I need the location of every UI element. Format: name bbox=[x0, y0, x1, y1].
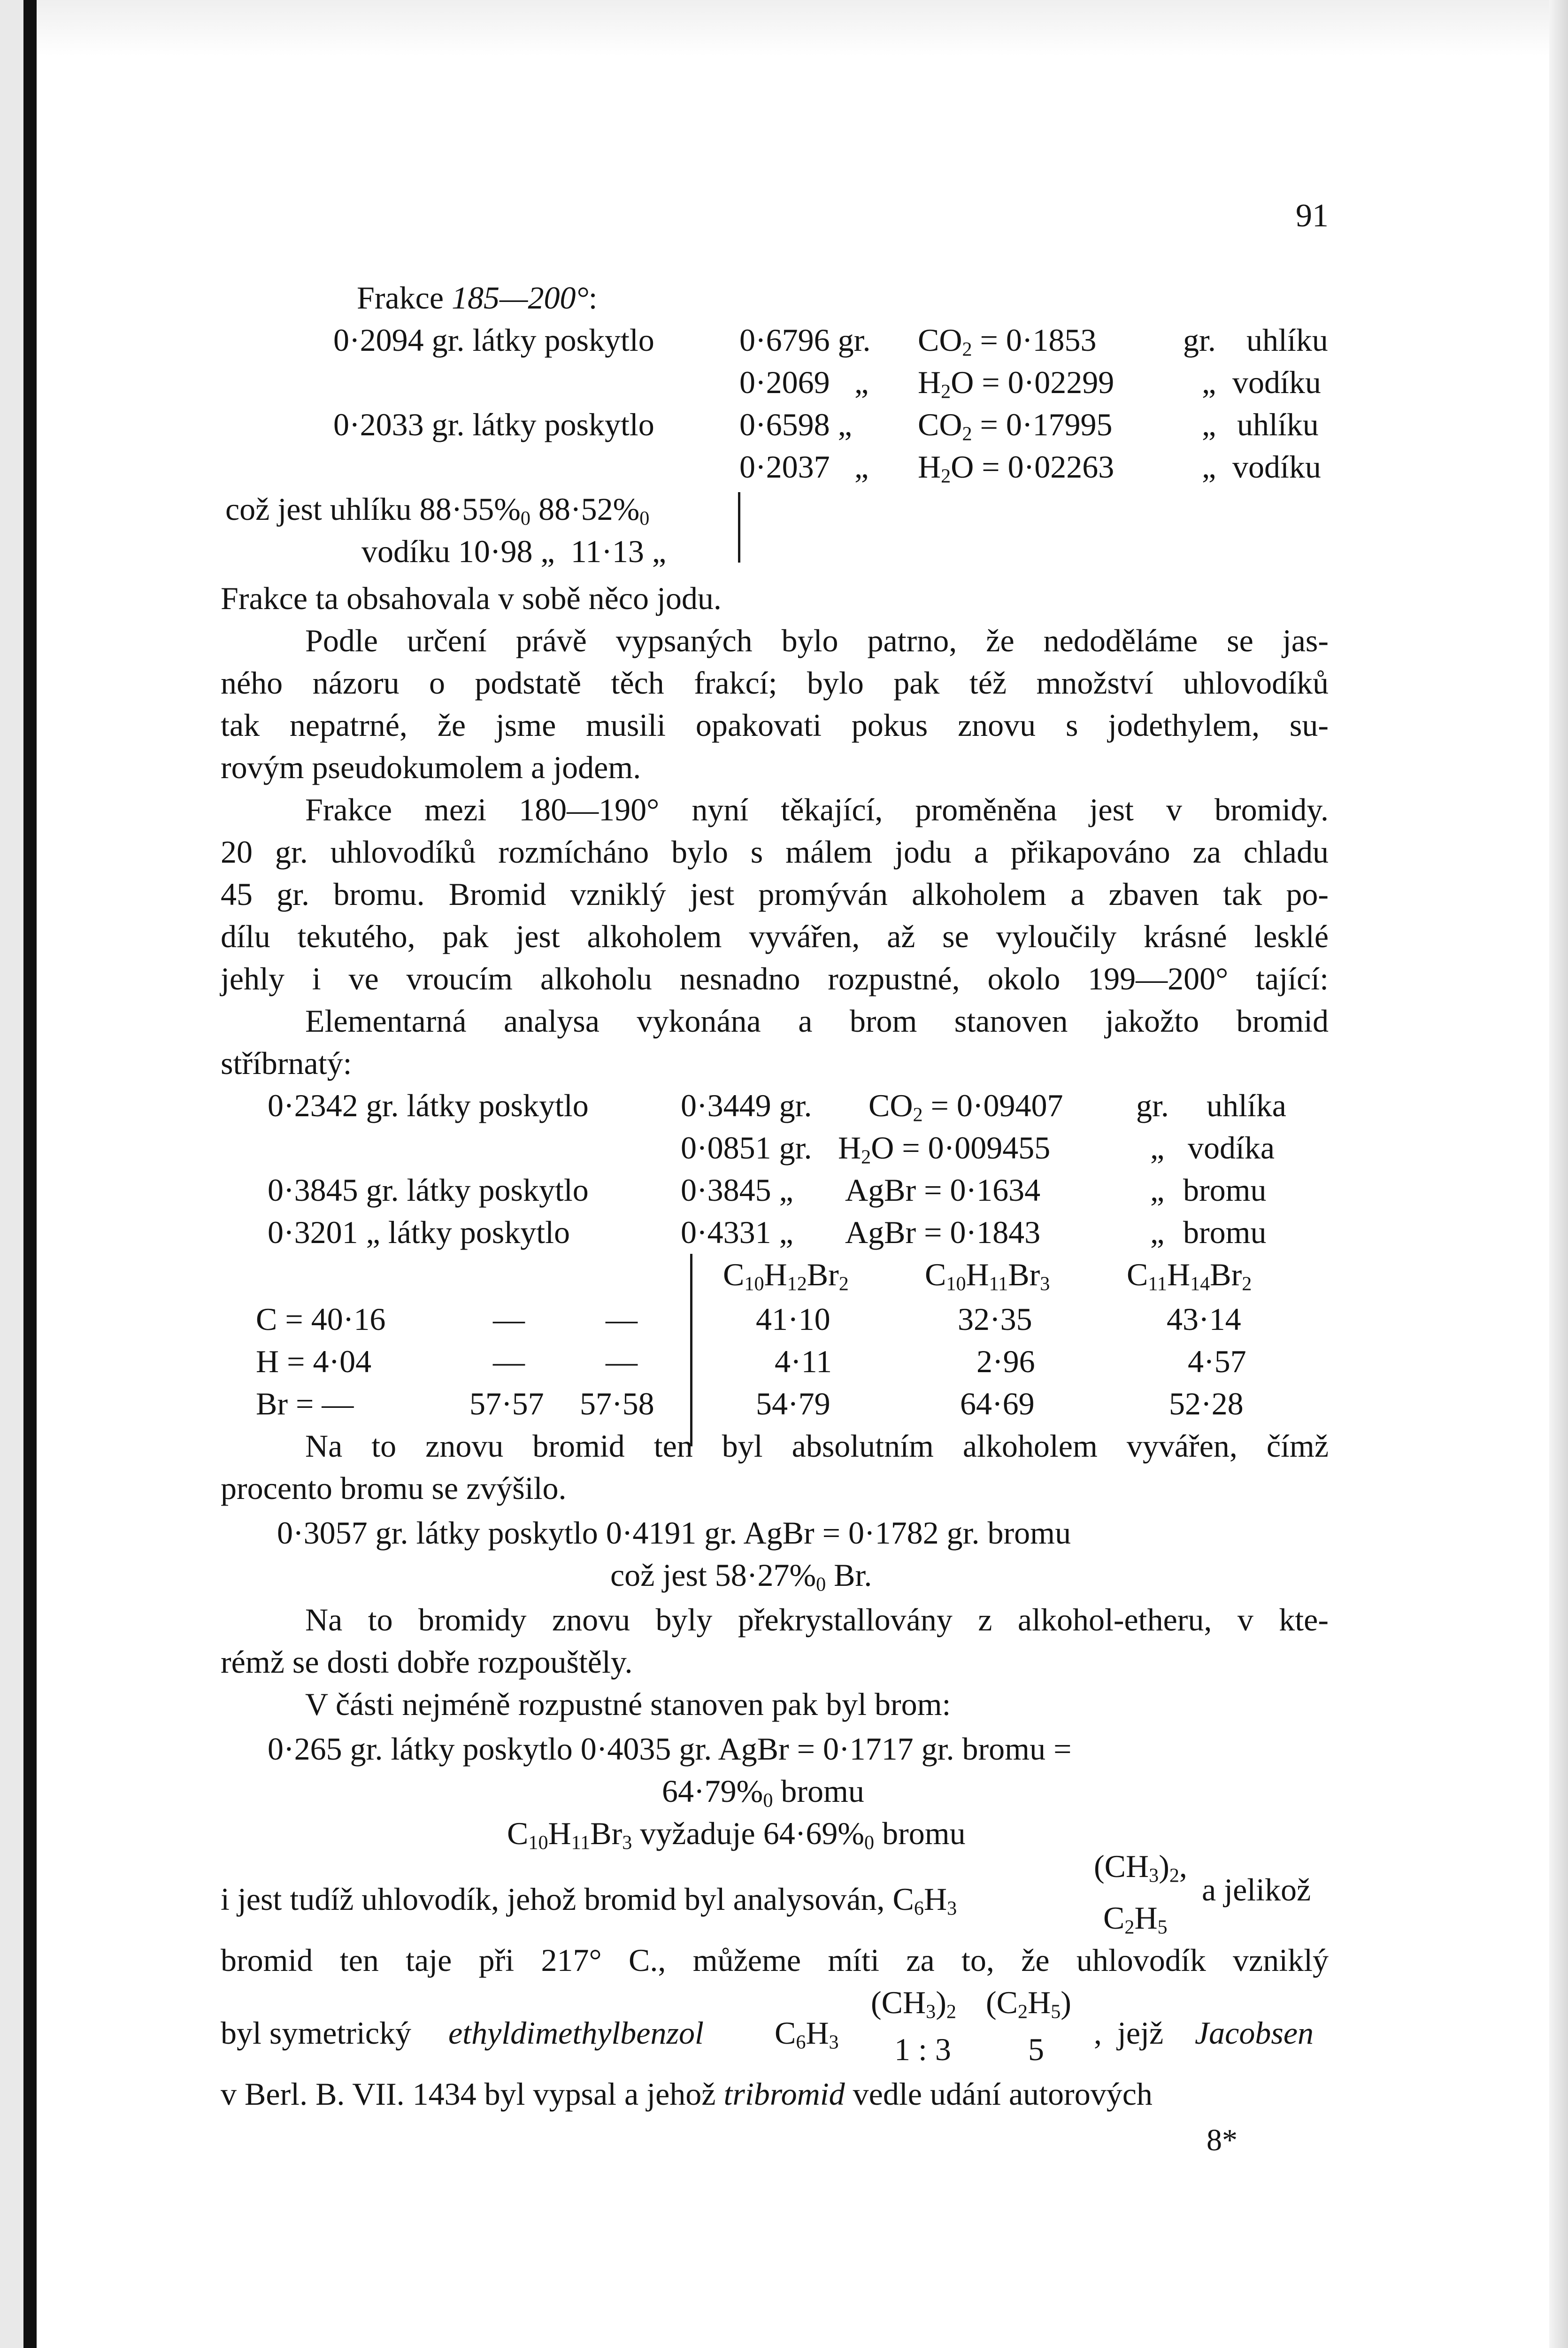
sub: 2 bbox=[1169, 1864, 1179, 1887]
position-ethyl: 5 bbox=[1028, 2031, 1044, 2067]
conclusion-line-1 bbox=[221, 1881, 957, 1920]
analysis-1-row-3 bbox=[333, 409, 654, 440]
conclusion-line-3-a: byl symetrický bbox=[221, 2015, 412, 2051]
mass: 0·3845 „ bbox=[681, 1172, 793, 1208]
analysis-2-row-1 bbox=[268, 1089, 589, 1121]
page-number: 91 bbox=[1296, 198, 1329, 234]
sub: 2 bbox=[946, 2000, 956, 2023]
calc-2: 32·35 bbox=[958, 1301, 1032, 1337]
analysis-1-row-1-unit bbox=[1183, 324, 1216, 356]
formula: H bbox=[918, 449, 941, 485]
analysis-2-row-4-elem bbox=[1183, 1216, 1267, 1248]
element: Br bbox=[1008, 1257, 1040, 1292]
found-2: — bbox=[606, 1301, 638, 1337]
analysis-1-row-2-mass bbox=[739, 366, 830, 398]
analysis-2-row-3-eq bbox=[845, 1174, 1040, 1206]
percent-sub: 0 bbox=[639, 507, 650, 530]
page-right-edge bbox=[1549, 0, 1568, 2348]
analysis-3-row-1: 0·3057 gr. látky poskytlo 0·4191 gr. AgBr = 0·1782 gr. bromu bbox=[277, 1515, 1071, 1551]
para-line-5: rovým pseudokumolem a jodem. bbox=[221, 749, 641, 785]
value: O = 0·009455 bbox=[871, 1130, 1051, 1166]
para-line-3: ného názoru o podstatě těch frakcí; bylo pak též množství uhlovodíků bbox=[221, 665, 1329, 701]
ditto bbox=[1150, 1174, 1164, 1206]
analysis-4-row-3 bbox=[507, 1815, 966, 1854]
element: uhlíka bbox=[1207, 1088, 1286, 1123]
ditto bbox=[1202, 451, 1216, 483]
value: = 0·1853 bbox=[972, 322, 1097, 358]
analysis-1-row-2-eq bbox=[918, 364, 1115, 403]
mass: 0·0851 gr. bbox=[681, 1130, 812, 1166]
para3-line-3: V části nejméně rozpustné stanoven pak byl brom: bbox=[305, 1686, 951, 1722]
row-label-c: C = 40·16 bbox=[256, 1301, 386, 1337]
analysis-2-row-1-unit bbox=[1136, 1089, 1169, 1121]
analysis-1-row-3-eq bbox=[918, 407, 1113, 445]
compound-name: ethyldimethylbenzol bbox=[448, 2015, 704, 2051]
sub: 11 bbox=[571, 1831, 591, 1854]
formula: H bbox=[918, 364, 941, 400]
sub: 10 bbox=[528, 1831, 548, 1854]
analysis-2-row-2-elem bbox=[1188, 1132, 1275, 1164]
ditto-mark: „ bbox=[1202, 449, 1216, 485]
percent: % bbox=[494, 491, 521, 527]
page-top-shadow bbox=[0, 0, 1568, 56]
conclusion-line-4 bbox=[221, 2078, 1153, 2110]
formula-substituent-top bbox=[1094, 1848, 1187, 1887]
element: C bbox=[925, 1257, 946, 1292]
ditto-mark: „ bbox=[1150, 1172, 1165, 1208]
sub: 14 bbox=[1190, 1273, 1210, 1295]
element: H bbox=[924, 1881, 947, 1917]
value: = 0·09407 bbox=[922, 1088, 1063, 1123]
summary-hydrogen bbox=[361, 535, 666, 567]
sub: 12 bbox=[787, 1273, 807, 1295]
percent-sub: 0 bbox=[763, 1789, 773, 1812]
analysis-1-row-1 bbox=[333, 324, 654, 356]
calc-3: 43·14 bbox=[1167, 1301, 1241, 1337]
element: bromu bbox=[1183, 1214, 1267, 1250]
analysis-2-row-2-eq bbox=[838, 1130, 1051, 1168]
ditto-mark: „ bbox=[1150, 1214, 1165, 1250]
analysis-4-row-1: 0·265 gr. látky poskytlo 0·4035 gr. AgBr = 0·1717 gr. bromu = bbox=[268, 1731, 1072, 1767]
analysis-3-row-2 bbox=[610, 1557, 872, 1596]
formula: CO bbox=[918, 322, 962, 358]
sub: 2 bbox=[1018, 2000, 1028, 2023]
formula-sub: 2 bbox=[913, 1104, 923, 1126]
sample-text: 0·2342 gr. látky poskytlo bbox=[268, 1088, 589, 1123]
analysis-4-row-2 bbox=[662, 1773, 864, 1812]
sub: 3 bbox=[947, 1897, 957, 1920]
found-1: — bbox=[493, 1344, 525, 1379]
element: H bbox=[1167, 1257, 1191, 1292]
percent-sub: 0 bbox=[520, 507, 530, 530]
text: Br. bbox=[826, 1557, 872, 1593]
sample-text: 0·2094 gr. látky poskytlo bbox=[333, 322, 654, 358]
sub: 6 bbox=[914, 1897, 924, 1920]
sub: 3 bbox=[829, 2031, 839, 2054]
para-line-1: Frakce ta obsahovala v sobě něco jodu. bbox=[221, 580, 722, 616]
element: H bbox=[764, 1257, 787, 1292]
element: C bbox=[1103, 1900, 1125, 1936]
ditto-mark: „ bbox=[1202, 407, 1216, 442]
para-line-10: jehly i ve vroucím alkoholu nesnadno rozpustné, okolo 199—200° tající: bbox=[221, 961, 1329, 996]
element: Br bbox=[1210, 1257, 1242, 1292]
sub: 3 bbox=[622, 1831, 632, 1854]
element: C bbox=[723, 1257, 745, 1292]
formula-header-2 bbox=[925, 1257, 1050, 1295]
element: bromu bbox=[1183, 1172, 1267, 1208]
text: vyžaduje 64·69 bbox=[632, 1815, 838, 1851]
analysis-2-row-4-mass bbox=[681, 1216, 793, 1248]
core-formula bbox=[775, 2015, 839, 2054]
para-line-12: stříbrnatý: bbox=[221, 1045, 352, 1081]
para3-line-1: Na to bromidy znovu byly překrystallovány z alkohol-etheru, v kte- bbox=[305, 1602, 1329, 1637]
formula-sub: 2 bbox=[962, 338, 972, 361]
element: H bbox=[1134, 1900, 1158, 1936]
group: (CH bbox=[871, 1985, 926, 2020]
element: H bbox=[966, 1257, 989, 1292]
group: ) bbox=[1159, 1848, 1169, 1884]
calc-3: 52·28 bbox=[1169, 1386, 1244, 1421]
element: C bbox=[1127, 1257, 1148, 1292]
percent: % bbox=[736, 1773, 763, 1809]
element: H bbox=[1028, 1985, 1051, 2020]
calc-1: 4·11 bbox=[775, 1344, 832, 1379]
value: AgBr = 0·1843 bbox=[845, 1214, 1041, 1250]
element: C bbox=[507, 1815, 529, 1851]
element: vodíku bbox=[1232, 364, 1321, 400]
ditto bbox=[1202, 409, 1216, 440]
sample-text: 0·3201 „ látky poskytlo bbox=[268, 1214, 570, 1250]
mass: 0·3449 gr. bbox=[681, 1088, 812, 1123]
ditto-mark: „ bbox=[1202, 364, 1216, 400]
group: (CH bbox=[1094, 1848, 1149, 1884]
element: uhlíku bbox=[1246, 322, 1328, 358]
analysis-2-row-2-mass bbox=[681, 1132, 812, 1164]
conclusion-line-1-tail: a jelikož bbox=[1202, 1872, 1311, 1908]
text: bromu bbox=[874, 1815, 966, 1851]
summary-carbon bbox=[225, 491, 650, 530]
mass: 0·2037 bbox=[739, 449, 830, 485]
summary-bracket-line bbox=[738, 492, 740, 563]
text: vedle udání autorových bbox=[853, 2076, 1153, 2112]
tribromid-term: tribromid bbox=[723, 2076, 845, 2112]
found-2: — bbox=[606, 1344, 638, 1379]
signature-mark: 8* bbox=[1207, 2123, 1237, 2157]
position-methyl: 1 : 3 bbox=[894, 2031, 951, 2067]
binding-shadow bbox=[23, 0, 37, 2348]
calc-1: 54·79 bbox=[756, 1386, 830, 1421]
text: i jest tudíž uhlovodík, jehož bromid byl analysován, C bbox=[221, 1881, 914, 1917]
calc-3: 4·57 bbox=[1188, 1344, 1246, 1379]
sub: 11 bbox=[1148, 1273, 1167, 1295]
sub: 3 bbox=[926, 2000, 936, 2023]
sub: 2 bbox=[1242, 1273, 1252, 1295]
analysis-1-row-3-elem bbox=[1237, 409, 1319, 440]
element: uhlíku bbox=[1237, 407, 1319, 442]
formula-header-1 bbox=[723, 1257, 849, 1295]
sub: 11 bbox=[989, 1273, 1008, 1295]
analysis-1-row-4-eq bbox=[918, 449, 1115, 487]
calc-1: 41·10 bbox=[756, 1301, 830, 1337]
ditto bbox=[854, 366, 869, 398]
element: H bbox=[806, 2015, 829, 2051]
formula: H bbox=[838, 1130, 861, 1166]
substituent-methyl bbox=[871, 1985, 956, 2023]
heading-colon: : bbox=[588, 280, 598, 316]
mass: 0·4331 „ bbox=[681, 1214, 793, 1250]
percent-sub: 0 bbox=[816, 1573, 826, 1596]
analysis-2-row-4 bbox=[268, 1216, 570, 1248]
analysis-2-row-1-mass bbox=[681, 1089, 812, 1121]
heading-word: Frakce bbox=[357, 280, 444, 316]
ditto-mark: „ bbox=[854, 449, 869, 485]
sub: 3 bbox=[1040, 1273, 1050, 1295]
summary-value: 11·13 „ bbox=[570, 533, 667, 569]
analysis-2-row-3 bbox=[268, 1174, 589, 1206]
mass: 0·6796 gr. bbox=[739, 322, 871, 358]
formula-sub: 2 bbox=[941, 380, 951, 403]
sub: 2 bbox=[838, 1273, 849, 1295]
mass: 0·2069 bbox=[739, 364, 830, 400]
heading-range: 185—200° bbox=[452, 280, 589, 316]
sample-text: 0·2033 gr. látky poskytlo bbox=[333, 407, 654, 442]
found-2: 57·58 bbox=[580, 1386, 654, 1421]
found-1: — bbox=[493, 1301, 525, 1337]
para-line-4: tak nepatrné, že jsme musili opakovati pokus znovu s jodethylem, su- bbox=[221, 707, 1329, 743]
para2-line-1: Na to znovu bromid ten byl absolutním alkoholem vyvářen, čímž bbox=[305, 1428, 1329, 1464]
unit: gr. bbox=[1136, 1088, 1169, 1123]
ditto bbox=[854, 451, 869, 483]
value: 64·79 bbox=[662, 1773, 737, 1809]
summary-value: 88·52 bbox=[530, 491, 613, 527]
ditto-mark: „ bbox=[1150, 1130, 1165, 1166]
sub: 5 bbox=[1051, 2000, 1061, 2023]
group: ) bbox=[1061, 1985, 1071, 2020]
conclusion-line-3-e: jejž bbox=[1117, 2015, 1164, 2051]
ditto bbox=[1150, 1216, 1164, 1248]
para-line-7: 20 gr. uhlovodíků rozmícháno bylo s málem jodu a přikapováno za chladu bbox=[221, 834, 1329, 870]
sub: 5 bbox=[1157, 1916, 1168, 1939]
unit: gr. bbox=[1183, 322, 1216, 358]
sample-text: 0·3845 gr. látky poskytlo bbox=[268, 1172, 589, 1208]
table-divider bbox=[690, 1254, 692, 1446]
analysis-2-row-3-elem bbox=[1183, 1174, 1267, 1206]
element: C bbox=[775, 2015, 796, 2051]
value: = 0·17995 bbox=[972, 407, 1113, 442]
text: bromu bbox=[773, 1773, 864, 1809]
para3-line-2: rémž se dosti dobře rozpouštěly. bbox=[221, 1644, 633, 1680]
value: AgBr = 0·1634 bbox=[845, 1172, 1041, 1208]
sub: 10 bbox=[744, 1273, 764, 1295]
para-line-9: dílu tekutého, pak jest alkoholem vyvářen, až se vyloučily krásné lesklé bbox=[221, 919, 1329, 954]
percent: % bbox=[613, 491, 640, 527]
para-line-6: Frakce mezi 180—190° nyní těkající, proměněna jest v bromidy. bbox=[305, 792, 1329, 827]
row-label-h: H = 4·04 bbox=[256, 1344, 372, 1379]
found-1: 57·57 bbox=[469, 1386, 544, 1421]
formula: CO bbox=[918, 407, 962, 442]
formula-substituent-bottom bbox=[1103, 1900, 1168, 1939]
para-line-11: Elementarná analysa vykonána a brom stanoven jakožto bromid bbox=[305, 1003, 1329, 1039]
formula-sub: 2 bbox=[861, 1146, 871, 1168]
analysis-1-row-1-mass bbox=[739, 324, 871, 356]
formula: CO bbox=[869, 1088, 913, 1123]
punct: , bbox=[1179, 1848, 1187, 1884]
element: vodíku bbox=[1232, 449, 1321, 485]
ditto bbox=[1202, 366, 1216, 398]
value: O = 0·02263 bbox=[951, 449, 1115, 485]
analysis-2-row-1-eq bbox=[869, 1088, 1063, 1126]
analysis-2-row-3-mass bbox=[681, 1174, 793, 1206]
conclusion-line-2: bromid ten taje při 217° C., můžeme míti za to, že uhlovodík vzniklý bbox=[221, 1942, 1329, 1978]
analysis-2-row-4-eq bbox=[845, 1216, 1040, 1248]
calc-2: 64·69 bbox=[960, 1386, 1035, 1421]
summary-text: vodíku 10·98 „ bbox=[361, 533, 555, 569]
sub: 6 bbox=[796, 2031, 806, 2054]
group: ) bbox=[936, 1985, 946, 2020]
fraction-heading bbox=[357, 282, 598, 314]
percent-sub: 0 bbox=[864, 1831, 875, 1854]
value: O = 0·02299 bbox=[951, 364, 1115, 400]
para2-line-2: procento bromu se zvýšilo. bbox=[221, 1470, 567, 1506]
formula-sub: 2 bbox=[941, 465, 951, 487]
analysis-2-row-1-elem bbox=[1207, 1089, 1286, 1121]
analysis-1-row-1-eq bbox=[918, 322, 1097, 361]
text: což jest 58·27 bbox=[610, 1557, 790, 1593]
element: vodíka bbox=[1188, 1130, 1275, 1166]
sub: 3 bbox=[1149, 1864, 1159, 1887]
analysis-1-row-3-mass bbox=[739, 409, 852, 440]
analysis-1-row-2-elem bbox=[1232, 366, 1321, 398]
summary-text: což jest uhlíku 88·55 bbox=[225, 491, 494, 527]
element: Br bbox=[590, 1815, 623, 1851]
row-label-br: Br = — bbox=[256, 1386, 354, 1421]
para-line-2: Podle určení právě vypsaných bylo patrno, že nedoděláme se jas- bbox=[305, 623, 1329, 658]
formula-header-3 bbox=[1127, 1257, 1252, 1295]
ditto bbox=[1150, 1132, 1164, 1164]
mass: 0·6598 „ bbox=[739, 407, 852, 442]
percent: % bbox=[838, 1815, 865, 1851]
analysis-1-row-4-elem bbox=[1232, 451, 1321, 483]
ditto-mark: „ bbox=[854, 364, 869, 400]
group: (C bbox=[986, 1985, 1018, 2020]
text: v Berl. B. VII. 1434 byl vypsal a jehož bbox=[221, 2076, 716, 2112]
element: H bbox=[548, 1815, 571, 1851]
calc-2: 2·96 bbox=[976, 1344, 1035, 1379]
para-line-8: 45 gr. bromu. Bromid vzniklý jest promýván alkoholem a zbaven tak po- bbox=[221, 876, 1329, 912]
percent: % bbox=[789, 1557, 816, 1593]
comma: , bbox=[1094, 2015, 1102, 2051]
page-left-margin bbox=[0, 0, 23, 2348]
element: Br bbox=[807, 1257, 839, 1292]
sub: 2 bbox=[1124, 1916, 1135, 1939]
formula-sub: 2 bbox=[962, 423, 972, 445]
analysis-1-row-4-mass bbox=[739, 451, 830, 483]
author-name: Jacobsen bbox=[1195, 2015, 1314, 2051]
sub: 10 bbox=[946, 1273, 966, 1295]
analysis-1-row-1-elem bbox=[1246, 324, 1328, 356]
substituent-ethyl bbox=[986, 1985, 1071, 2023]
